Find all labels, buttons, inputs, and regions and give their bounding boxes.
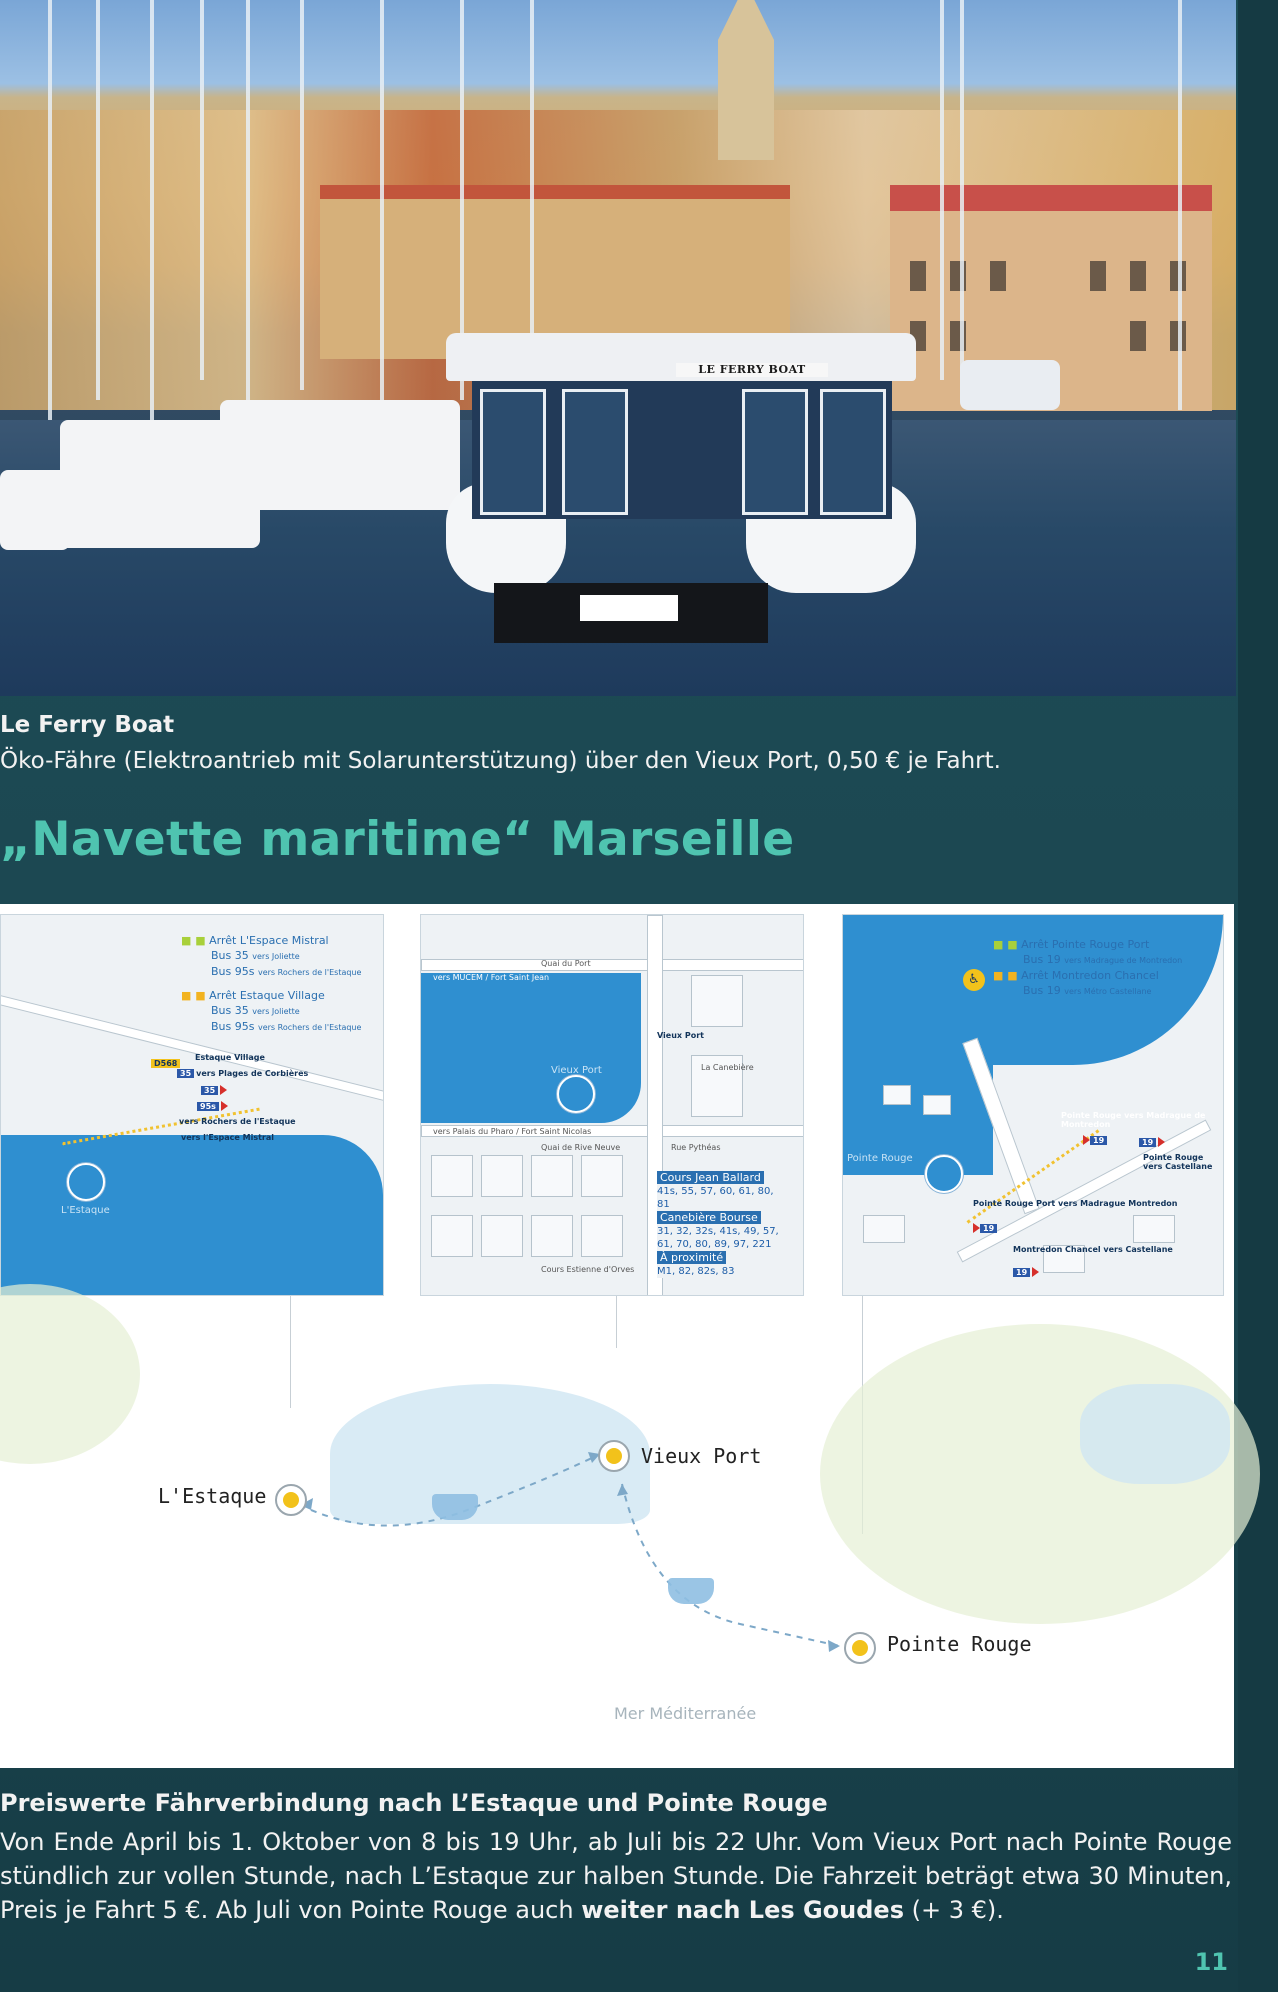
bus-stop-tag: 19 — [973, 1223, 999, 1233]
ferry-icon — [668, 1578, 714, 1604]
legend-line: Bus 35 vers Joliette — [211, 1004, 300, 1017]
yacht — [220, 400, 460, 510]
bus-stop-tag: 35 — [201, 1085, 227, 1095]
map-place-label: L'Estaque — [61, 1205, 110, 1216]
map-legend: ■ ■ Arrêt Pointe Rouge Port Bus 19 vers Madrague de Montredon ■ ■ Arrêt Montredon Chancel Bus 19 vers Métro Castellane — [993, 938, 1183, 997]
legend-line: Bus 19 vers Métro Castellane — [1023, 984, 1152, 997]
street-label: Rue Pythéas — [671, 1143, 721, 1152]
street-label: vers Palais du Pharo / Fort Saint Nicolas — [433, 1127, 592, 1136]
ferry-name-sign: LE FERRY BOAT — [676, 363, 828, 377]
map-place-label: Pointe Rouge — [847, 1153, 913, 1164]
ferry-info-title: Preiswerte Fährverbindung nach L’Estaque und Pointe Rouge — [0, 1789, 828, 1817]
sea-label: Mer Méditerranée — [614, 1704, 757, 1723]
bus-stop-tag: Pointe Rouge vers Castellane — [1143, 1153, 1213, 1171]
bus-stop-tag: Pointe Rouge vers Madrague de Montredon — [1061, 1111, 1206, 1129]
bus-stop-tag: Estaque Village — [195, 1053, 265, 1062]
bus-stop-tag: vers l'Espace Mistral — [181, 1133, 275, 1142]
bus-stop-tag: 19 — [1083, 1135, 1109, 1145]
ferry-info-text: Von Ende April bis 1. Oktober von 8 bis 19 Uhr, ab Juli bis 22 Uhr. Vom Vieux Port nach Pointe Rouge stündlich zur vollen Stunde, nach L’Estaque zur halben Stunde. Die Fahrzeit beträgt etwa 30 Minuten, Preis je Fahrt 5 €. Ab Juli von Pointe Rouge auch weiter nach Les Goudes (+ 3 €). — [0, 1828, 1232, 1924]
street-label: Cours Estienne d'Orves — [541, 1265, 635, 1274]
legend-line: Bus 19 vers Madrague de Montredon — [1023, 953, 1183, 966]
section-headline: „Navette maritime“ Marseille — [0, 812, 795, 867]
stop-marker-lestaque — [275, 1484, 307, 1516]
street-label: Quai du Port — [541, 959, 591, 968]
photo-caption-text: Öko-Fähre (Elektroantrieb mit Solarunterstützung) über den Vieux Port, 0,50 € je Fahrt. — [0, 748, 1001, 774]
ferry-route-lines — [0, 904, 1234, 1768]
legend-stop: Arrêt Pointe Rouge Port — [1021, 938, 1150, 951]
map-place-label: Vieux Port — [551, 1065, 602, 1076]
bus-info-box: Cours Jean Ballard 41s, 55, 57, 60, 61, 80, 81 Canebière Bourse 31, 32, 32s, 41s, 49, 57, 61, 70, 80, 89, 97, 221 À proximité M1, 82, 82s, 83 — [657, 1171, 785, 1278]
street-label: Quai de Rive Neuve — [541, 1143, 621, 1152]
street-label: vers MUCEM / Fort Saint Jean — [433, 973, 550, 982]
yacht — [0, 470, 70, 550]
ferry-info-highlight: weiter nach Les Goudes — [581, 1896, 904, 1924]
page-number: 11 — [1194, 1948, 1228, 1976]
bus-stop-tag: vers Rochers de l'Estaque — [179, 1117, 296, 1126]
photo-caption-title: Le Ferry Boat — [0, 712, 175, 738]
bus-stop-tag: 95s — [197, 1101, 228, 1111]
route-map-panel — [0, 904, 1234, 1768]
legend-stop: Arrêt Estaque Village — [209, 989, 325, 1002]
street-label: La Canebière — [701, 1063, 754, 1072]
ferry-photo — [0, 0, 1236, 696]
bus-stop-tag: Pointe Rouge Port vers Madrague Montredon — [973, 1199, 1178, 1208]
bus-stop-tag: Montredon Chancel vers Castellane — [1013, 1245, 1173, 1254]
page-edge — [1238, 0, 1278, 1992]
stop-label-vieux-port: Vieux Port — [641, 1444, 762, 1468]
legend-line: Bus 35 vers Joliette — [211, 949, 300, 962]
bus-stop-tag: 35 vers Plages de Corbières — [177, 1069, 308, 1078]
stop-marker-pointe-rouge — [844, 1632, 876, 1664]
bus-stop-tag: Vieux Port — [657, 1031, 704, 1040]
bus-stop-tag: 19 — [1139, 1137, 1165, 1147]
stop-label-lestaque: L'Estaque — [158, 1484, 267, 1508]
stop-label-pointe-rouge: Pointe Rouge — [887, 1632, 1032, 1656]
legend-line: Bus 95s vers Rochers de l'Estaque — [211, 1020, 362, 1033]
legend-stop: Arrêt L'Espace Mistral — [209, 934, 329, 947]
legend-stop: Arrêt Montredon Chancel — [1021, 969, 1159, 982]
accessibility-icon: ♿ — [963, 969, 985, 991]
road-number: D568 — [151, 1059, 180, 1068]
ferry-icon — [432, 1494, 478, 1520]
bus-stop-tag: 19 — [1013, 1267, 1039, 1277]
yacht — [960, 360, 1060, 410]
church-tower — [718, 0, 774, 160]
legend-line: Bus 95s vers Rochers de l'Estaque — [211, 965, 362, 978]
map-legend: ■ ■ Arrêt L'Espace Mistral Bus 35 vers Joliette Bus 95s vers Rochers de l'Estaque ■ ■ Arrêt Estaque Village Bus 35 vers Joliette Bus 95s vers Rochers de l'Estaque — [181, 934, 362, 1033]
ferry-boat — [446, 333, 916, 593]
stop-marker-vieux-port — [598, 1440, 630, 1472]
